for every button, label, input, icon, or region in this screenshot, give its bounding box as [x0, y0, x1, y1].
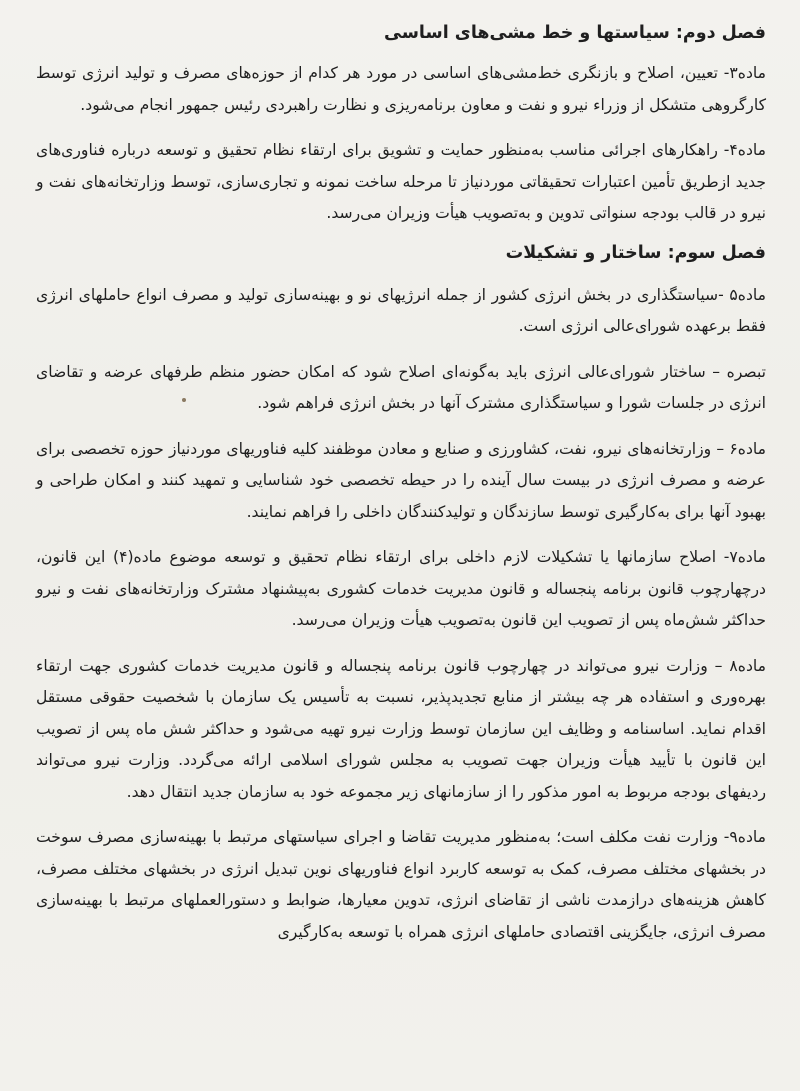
scan-speck: [182, 398, 186, 402]
article-6: ماده۶ – وزارتخانه‌های نیرو، نفت، کشاورزی و صنایع و معادن موظفند کلیه فناوریهای موردنیاز حوزه تخصصی برای عرضه و مصرف انرژی در بیست سال آینده را در حیطه تخصصی خود شناسایی و تمهید کنند و امکان طراحی و بهبود آنها برای به‌کارگیری توسط سازندگان و تولیدکنندگان داخلی را فراهم نمایند.: [36, 439, 766, 521]
article-3: ماده۳- تعیین، اصلاح و بازنگری خط‌مشی‌های اساسی در مورد هر کدام از حوزه‌های مصرف و تولید انرژی توسط کارگروهی متشکل از وزراء نیرو و نفت و معاون برنامه‌ریزی و نظارت راهبردی رئیس جمهور انجام می‌شود.: [36, 64, 766, 114]
article-4: ماده۴- راهکارهای اجرائی مناسب به‌منظور حمایت و تشویق برای ارتقاء نظام تحقیق و توسعه درباره فناوری‌های جدید ازطریق تأمین اعتبارات تحقیقاتی موردنیاز تا مرحله ساخت نمونه و تجاری‌سازی، توسط وزارتخانه‌های نفت و نیرو در قالب بودجه سنواتی تدوین و به‌تصویب هیأت وزیران می‌رسد.: [36, 141, 766, 222]
chapter-2-heading: فصل دوم: سیاستها و خط مشی‌های اساسی: [384, 23, 766, 43]
article-7: ماده۷- اصلاح سازمانها یا تشکیلات لازم داخلی برای ارتقاء نظام تحقیق و توسعه موضوع ماده(۴) این قانون، درچهارچوب قانون برنامه پنجساله و قانون مدیریت خدمات کشوری به‌پیشنهاد مشترک وزارتخانه‌های نفت و نیرو حداکثر شش‌ماه پس از تصویب این قانون به‌تصویب هیأت وزیران می‌رسد.: [36, 548, 766, 629]
article-8: ماده۸ – وزارت نیرو می‌تواند در چهارچوب قانون برنامه پنجساله و قانون مدیریت خدمات کشوری جهت ارتقاء بهره‌وری و استفاده هر چه بیشتر از منابع تجدیدپذیر، نسبت به تأسیس یک سازمان با شخصیت حقوقی مستقل اقدام نماید. اساسنامه و وظایف این سازمان توسط وزارت نیرو تهیه می‌شود و حداکثر شش ماه پس از تصویب این قانون با تأیید هیأت وزیران جهت تصویب به مجلس شورای اسلامی ارائه می‌گردد. وزارت نیرو می‌تواند ردیفهای بودجه مربوط به امور مذکور را از سازمانهای زیر مجموعه خود به سازمان جدید انتقال دهد.: [36, 656, 766, 801]
article-5: ماده۵ -سیاستگذاری در بخش انرژی کشور از جمله انرژیهای نو و بهینه‌سازی تولید و مصرف انواع حاملهای انرژی فقط برعهده شورای‌عالی انرژی است.: [36, 285, 766, 335]
document-body: [36, 20, 766, 962]
note-clause: تبصره – ساختار شورای‌عالی انرژی باید به‌گونه‌ای اصلاح شود که امکان حضور منظم طرفهای عرضه و تقاضای انرژی در جلسات شورا و سیاستگذاری مشترک آنها در بخش انرژی فراهم شود.: [36, 362, 766, 412]
article-9: ماده۹- وزارت نفت مکلف است؛ به‌منظور مدیریت تقاضا و اجرای سیاستهای مرتبط با بهینه‌سازی مصرف سوخت در بخشهای مختلف مصرف، کمک به توسعه کاربرد انواع فناوریهای نوین تبدیل انرژی در بخشهای مختلف مصرف، کاهش هزینه‌های درازمدت ناشی از تقاضای انرژی، تدوین معیارها، ضوابط و دستورالعملهای مرتبط با بهینه‌سازی مصرف انرژی، جایگزینی اقتصادی حاملهای انرژی همراه با توسعه به‌کارگیری: [36, 828, 766, 941]
chapter-3-heading: فصل سوم: ساختار و تشکیلات: [505, 242, 766, 263]
